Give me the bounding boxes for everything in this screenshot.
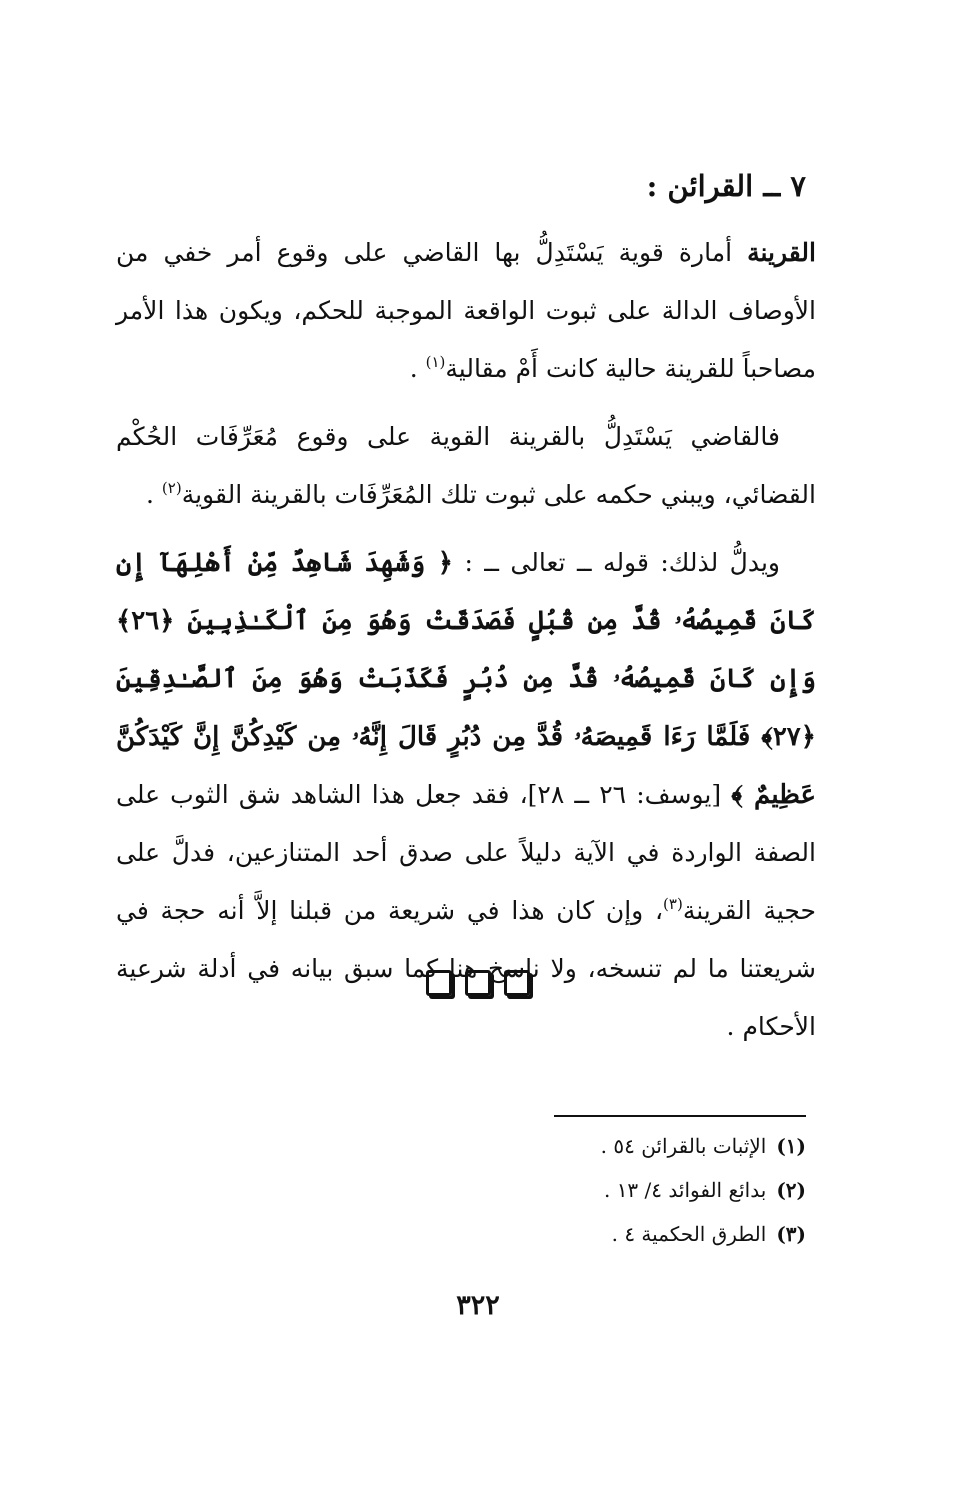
footnote-text: الطرق الحكمية ٤ .: [611, 1222, 767, 1246]
square-ornament-icon: [426, 970, 452, 996]
paragraph-definition: [116, 224, 816, 398]
quran-verse: ﴿ وَشَهِدَ شَاهِدٌ مِّنْ أَهْلِهَآ إِن كَانَ قَمِيصُهُۥ قُدَّ مِن قُبُلٍ فَصَدَقَتْ وَهُوَ مِنَ ٱلْكَـٰذِبِينَ ﴿٢٦﴾ وَإِن كَانَ قَمِيصُهُۥ قُدَّ مِن دُبُرٍ فَكَذَبَتْ وَهُوَ مِنَ ٱلصَّـٰدِقِينَ ﴿٢٧﴾ فَلَمَّا رَءَا قَمِيصَهُۥ قُدَّ مِن دُبُرٍ قَالَ إِنَّهُۥ مِن كَيْدِكُنَّ إِنَّ كَيْدَكُنَّ عَظِيمٌ ﴾: [116, 548, 817, 810]
footnote-number: (٣): [776, 1222, 806, 1246]
verse-citation: [يوسف: ٢٦ ــ ٢٨]: [527, 780, 722, 809]
paragraph-intro: ويدلُّ لذلك: قوله ــ تعالى ــ :: [464, 548, 780, 577]
footnote-number: (١): [776, 1134, 806, 1158]
section-number: ٧: [790, 169, 806, 203]
paragraph-end: .: [146, 480, 162, 509]
footnotes: [406, 1124, 806, 1256]
section-dash: ــ: [763, 169, 781, 203]
footnote-item: [406, 1168, 806, 1212]
section-separator: [0, 970, 956, 1000]
square-ornament-icon: [504, 970, 530, 996]
footnote-number: (٢): [776, 1178, 806, 1202]
footnote-text: بدائع الفوائد ٤/ ١٣ .: [603, 1178, 767, 1202]
section-title: القرائن :: [646, 169, 754, 203]
paragraph-text: ، فقد جعل هذا الشاهد شق الثوب على الصفة الواردة في الآية دليلاً على صدق أحد المتنازعين، فدلَّ على حجية القرينة: [116, 780, 816, 925]
paragraph-text-continued: ، وإن كان هذا في شريعة من قبلنا إلاَّ أنه حجة في شريعتنا ما لم تنسخه، ولا ناسخ هنا كما سبق بيانه في أدلة شرعية الأحكام .: [116, 896, 816, 1041]
paragraph-end: .: [409, 354, 426, 383]
square-ornament-icon: [465, 970, 491, 996]
footnote-ref-2[interactable]: (٢): [161, 479, 182, 497]
footnote-divider: [554, 1115, 806, 1117]
footnote-ref-1[interactable]: (١): [425, 353, 446, 371]
footnote-item: [406, 1212, 806, 1256]
term-lead: القرينة: [747, 238, 816, 267]
footnote-item: [406, 1124, 806, 1168]
paragraph-text: فالقاضي يَسْتَدِلُّ بالقرينة القوية على وقوع مُعَرِّفَات الحُكْم القضائي، ويبني حكمه على ثبوت تلك المُعَرِّفَات بالقرينة القوية: [116, 422, 816, 509]
footnote-text: الإثبات بالقرائن ٥٤ .: [600, 1134, 767, 1158]
paragraph-text: أمارة قوية يَسْتَدِلُّ بها القاضي على وقوع أمر خفي من الأوصاف الدالة على ثبوت الواقعة الموجبة للحكم، ويكون هذا الأمر مصاحباً للقرينة حالية كانت أَمْ مقالية: [116, 238, 816, 383]
footnote-ref-3[interactable]: (٣): [663, 895, 683, 913]
paragraph-judge: [116, 408, 816, 524]
main-text: [116, 224, 816, 1056]
section-heading: [116, 163, 806, 209]
page-number: ٣٢٢: [456, 1290, 500, 1321]
